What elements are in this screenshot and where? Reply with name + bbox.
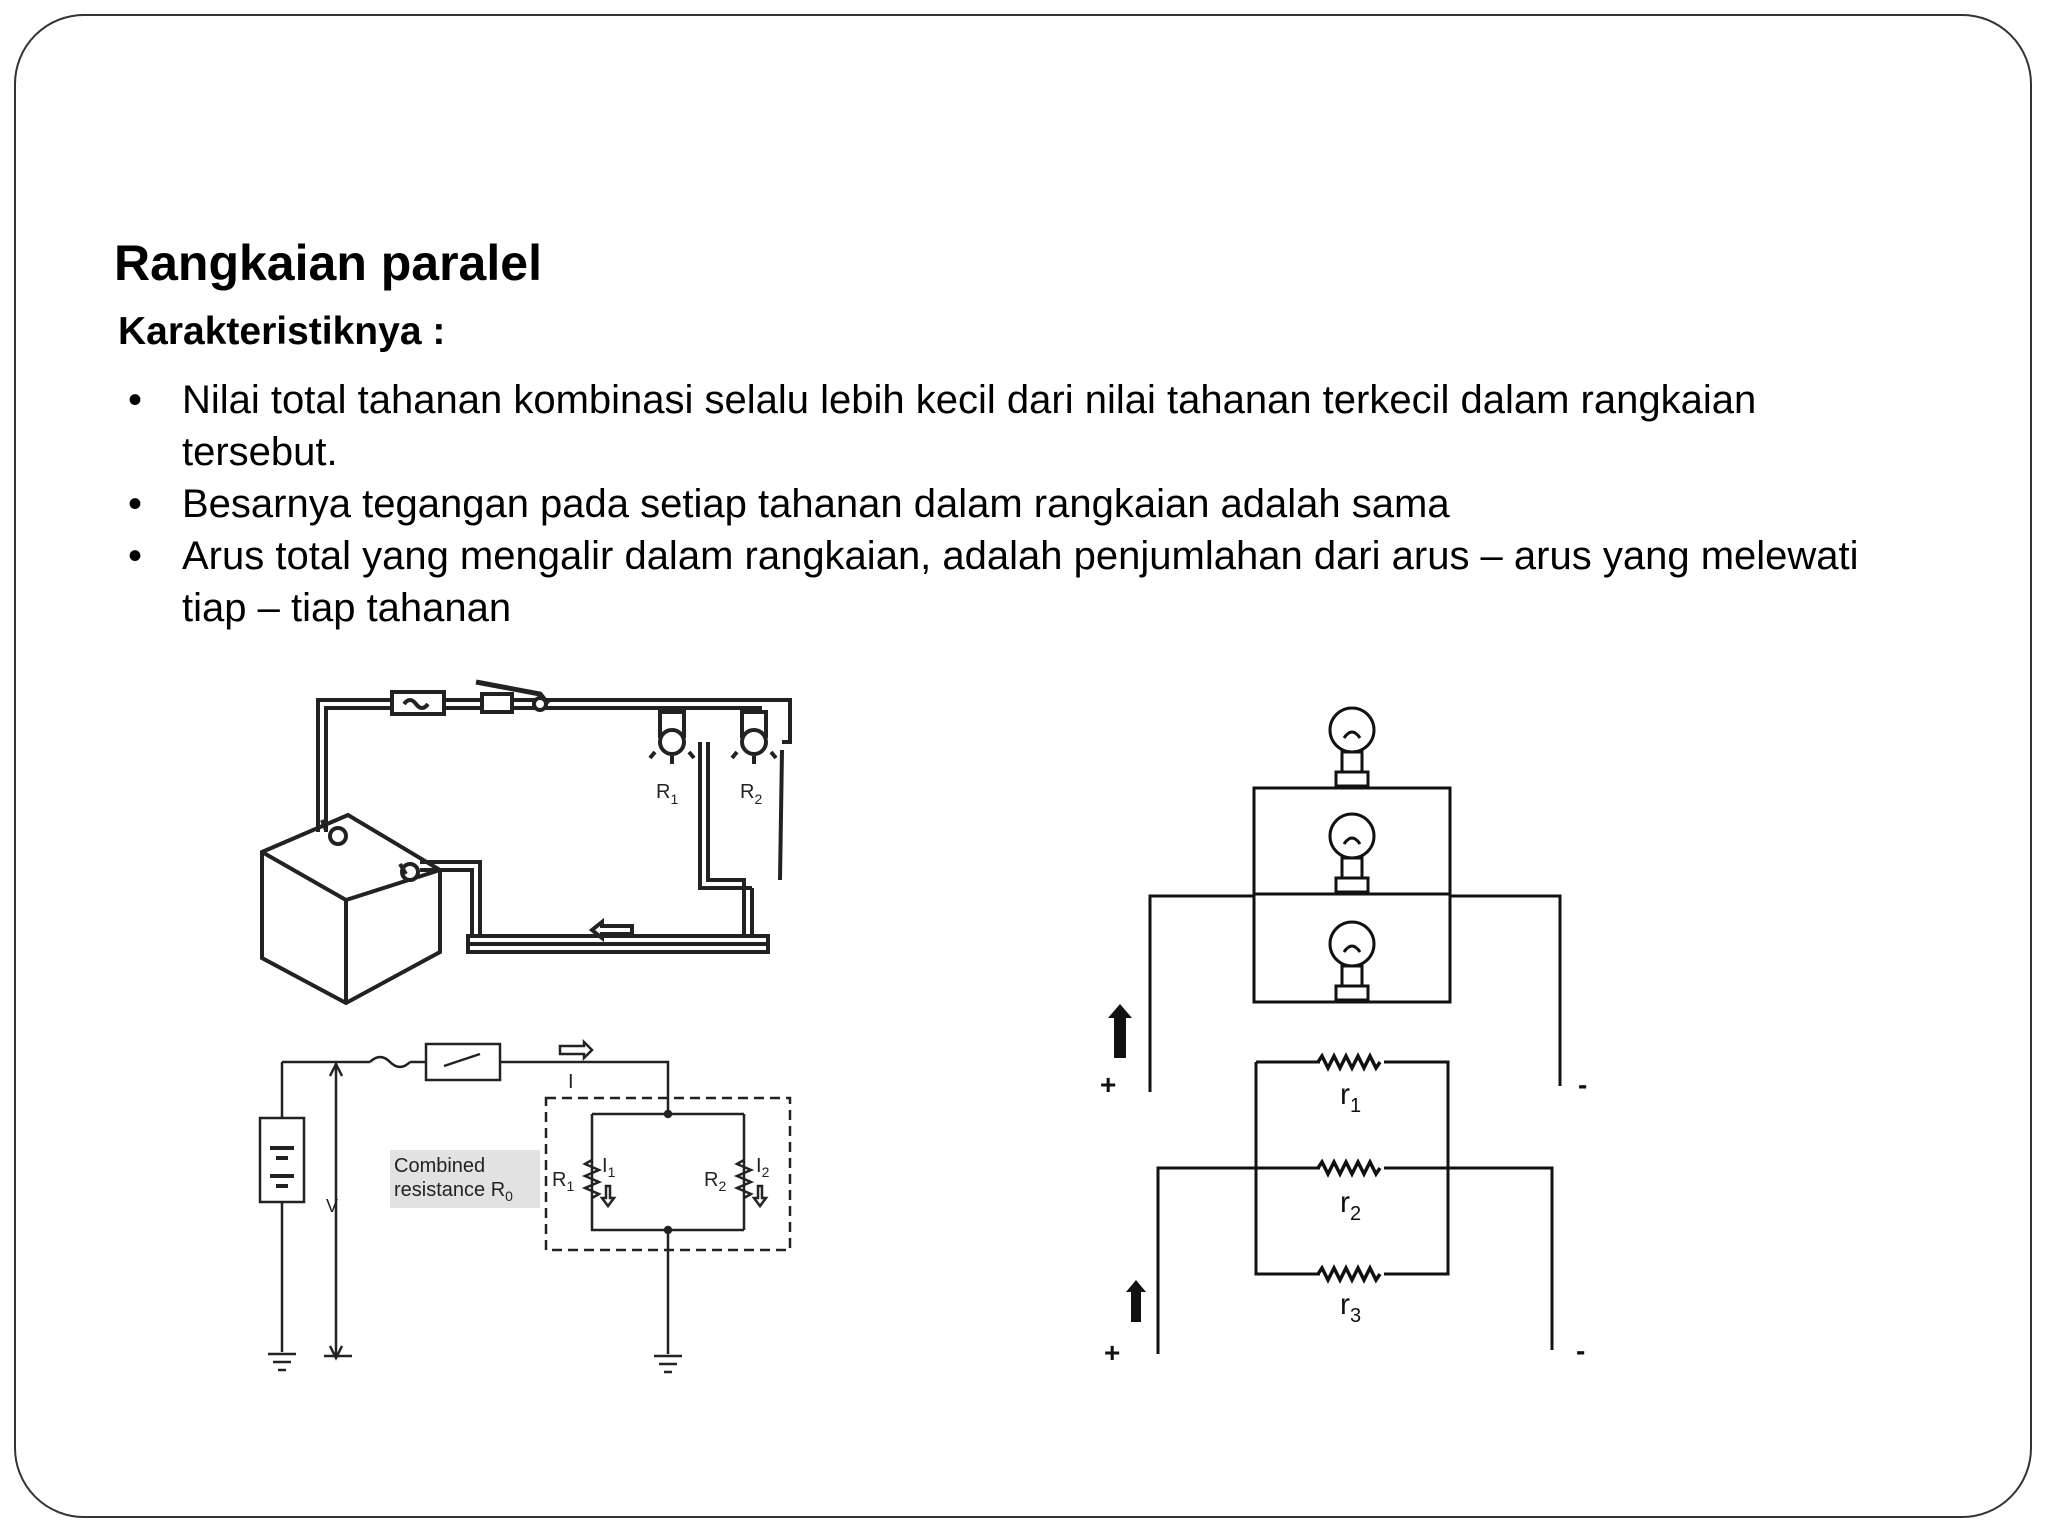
current-label-i: I (568, 1071, 574, 1093)
lamp-icon-top (1330, 708, 1374, 786)
plus-sign-bottom: + (1104, 1337, 1121, 1368)
bullet-marker: • (128, 482, 143, 526)
voltage-label-v: V (326, 1196, 339, 1216)
r1-label: $R_1$ (552, 1169, 575, 1194)
slide-subtitle: Karakteristiknya : (118, 310, 446, 353)
bullet-marker: • (128, 534, 143, 578)
i2-label: $I_2$ (756, 1155, 770, 1180)
lamp-r1-label: $R_1$ (656, 781, 679, 807)
i1-label: $I_1$ (602, 1155, 616, 1180)
minus-sign-top: - (1578, 1069, 1588, 1100)
lamp-r2-label: $R_2$ (740, 781, 763, 807)
current-arrow-up-icon (1126, 1280, 1146, 1322)
bullet-text: Nilai total tahanan kombinasi selalu lebih kecil dari nilai tahanan terkecil dalam rangkaian tersebut. (182, 378, 1757, 474)
resistor-r1-label: $r_1$ (1340, 1078, 1362, 1117)
slide-title: Rangkaian paralel (114, 235, 542, 291)
plus-sign-top: + (1100, 1069, 1117, 1100)
bullet-marker: • (128, 378, 143, 422)
minus-sign-bottom: - (1576, 1335, 1586, 1366)
current-arrow-up-icon (1108, 1004, 1132, 1058)
resistor-r2-label: $r_2$ (1340, 1186, 1362, 1225)
bullet-text: Besarnya tegangan pada setiap tahanan dalam rangkaian adalah sama (182, 482, 1450, 526)
resistor-r3-label: $r_3$ (1340, 1288, 1362, 1327)
r2-label: $R_2$ (704, 1169, 727, 1194)
combined-resistance-label: Combined resistance $R_0$ (394, 1155, 513, 1204)
lamp-icon-bottom (1330, 922, 1374, 1000)
lamp-icon-middle (1330, 814, 1374, 892)
bullet-text: Arus total yang mengalir dalam rangkaian, adalah penjumlahan dari arus – arus yang melewati tiap – tiap tahanan (182, 534, 1859, 630)
